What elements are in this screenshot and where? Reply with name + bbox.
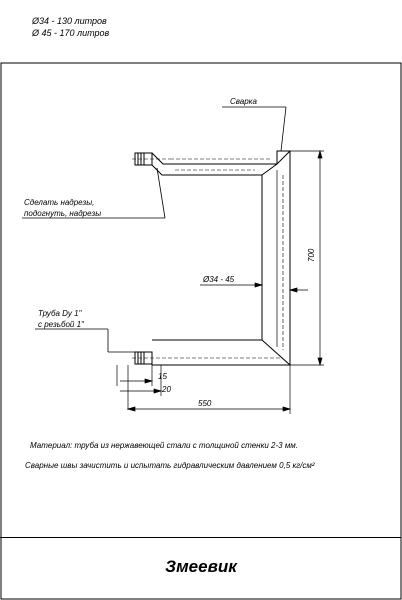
- material-note: Материал: труба из нержавеющей стали с толщиной стенки 2-3 мм.: [30, 441, 299, 450]
- dim-height-value: 700: [307, 248, 316, 262]
- coil-outer-contour: [152, 151, 290, 365]
- size-note-45: Ø 45 - 170 литров: [32, 28, 110, 38]
- dim-diameter: [200, 283, 308, 292]
- dim-thread-value: 15: [158, 372, 167, 381]
- weld-test-note: Сварные швы зачистить и испытать гидравлическим давлением 0,5 кг/см²: [25, 461, 315, 470]
- cuts-label-line2: подогнуть, надрезы: [24, 209, 102, 218]
- weld-leader: [222, 107, 286, 151]
- drawing-title: Змеевик: [165, 557, 237, 576]
- drawing-frame: [1, 63, 401, 599]
- dim-diameter-value: Ø34 - 45: [203, 275, 235, 284]
- coil-inner-contour: [152, 165, 262, 340]
- dim-end-value: 20: [162, 385, 171, 394]
- size-note-34: Ø34 - 130 литров: [32, 16, 107, 26]
- weld-label: Сварка: [230, 97, 257, 106]
- cuts-label-line1: Сделать надрезы,: [24, 198, 95, 207]
- pipe-label-line2: с резьбой 1": [38, 320, 84, 329]
- coil-pipe: [132, 151, 290, 365]
- pipe-leader: [35, 329, 135, 352]
- pipe-label-line1: Труба Dу 1": [38, 309, 82, 318]
- dim-width-value: 550: [198, 399, 212, 408]
